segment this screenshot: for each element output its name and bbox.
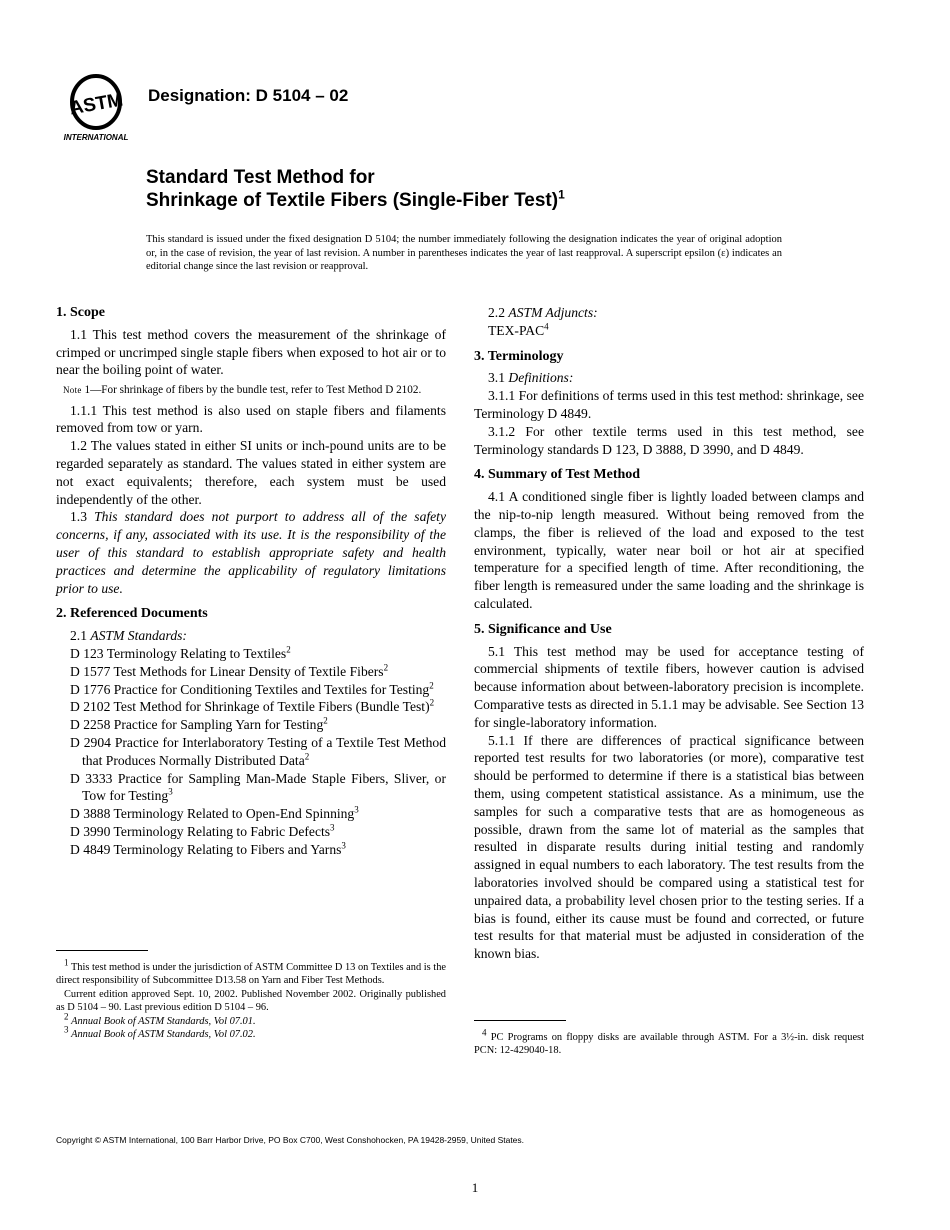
reference-footnote-ref[interactable]: 2 xyxy=(429,697,435,708)
reference-item xyxy=(70,823,446,841)
logo-text: ASTM xyxy=(68,89,125,120)
reference-item xyxy=(70,841,446,859)
footnote-2-text: Annual Book of ASTM Standards, Vol 07.01. xyxy=(71,1015,256,1027)
para-1-2: 1.2 The values stated in either SI units or inch-pound units are to be regarded separately as standard. The values stated in either system are not exact equivalents; therefore, each system must be used independently of the other. xyxy=(56,438,446,507)
footnote-1-text: This test method is under the jurisdiction of ASTM Committee D 13 on Textiles and is the direct responsibility of Subcommittee D13.58 on Yarn and Fiber Test Methods. xyxy=(56,962,446,987)
para-2-1-num: 2.1 xyxy=(70,628,87,644)
reference-text: D 3990 Terminology Relating to Fabric Defects xyxy=(70,823,331,839)
footnote-2-mark: 2 xyxy=(64,1011,69,1022)
footnotes-left xyxy=(56,950,446,1041)
footnote-1-mark: 1 xyxy=(64,957,69,968)
reference-text: D 1577 Test Methods for Linear Density of Textile Fibers xyxy=(70,663,384,679)
reference-text: D 2904 Practice for Interlaboratory Testing of a Textile Test Method that Produces Normally Distributed Data xyxy=(70,734,446,768)
title-footnote-ref[interactable]: 1 xyxy=(558,187,565,202)
para-2-1-label: ASTM Standards: xyxy=(90,628,187,644)
reference-footnote-ref[interactable]: 2 xyxy=(429,680,434,691)
section-5-heading: 5. Significance and Use xyxy=(474,621,612,637)
adjunct-footnote-ref[interactable]: 4 xyxy=(544,321,549,332)
reference-item xyxy=(70,663,446,681)
designation: Designation: D 5104 – 02 xyxy=(148,86,349,105)
para-5-1: 5.1 This test method may be used for acceptance testing of commercial shipments of textile fibers, however caution is advised because information about between-laboratory precision is incomplete. Comparative tests as directed in 5.1.1 may be advisable. See Section 13 for single-laboratory information. xyxy=(474,643,864,730)
title-line-1: Standard Test Method for xyxy=(146,167,375,188)
para-5-1-1: 5.1.1 If there are differences of practical significance between reported test results for two laboratories (or more), comparative test should be performed to determine if there is a statistical bias between them, using competent statistical assistance. As a minimum, use the samples for such a comparative tests that are as homogeneous as possible, drawn from the same lot of material as the samples that resulted in disparate results during initial testing and randomly assigned in equal numbers to each laboratory. The test results from the laboratories involved should be compared using a statistical test for unpaired data, a probability level chosen prior to the testing series. If a bias is found, either its cause must be found and corrected, or future test results for that material must be adjusted in consideration of the known bias. xyxy=(474,732,864,962)
reference-footnote-ref[interactable]: 2 xyxy=(323,715,328,726)
para-2-2-num: 2.2 xyxy=(488,305,505,320)
footnote-2 xyxy=(56,1011,446,1028)
para-2-1 xyxy=(56,627,446,645)
para-3-1-num: 3.1 xyxy=(488,370,505,386)
para-1-3 xyxy=(56,508,446,597)
para-1-3-text: This standard does not purport to address all of the safety concerns, if any, associated with its use. It is the responsibility of the user of this standard to establish appropriate safety and health practices and determine the applicability of regulatory limitations prior to use. xyxy=(56,509,446,596)
note-1-text: 1—For shrinkage of fibers by the bundle test, refer to Test Method D 2102. xyxy=(84,384,422,397)
reference-item xyxy=(70,698,446,716)
reference-footnote-ref[interactable]: 2 xyxy=(304,751,310,762)
para-1-1: 1.1 This test method covers the measurement of the shrinkage of crimped or uncrimped single staple fibers when exposed to hot air or to near the boiling point of water. xyxy=(56,326,446,378)
section-1-heading: 1. Scope xyxy=(56,305,105,320)
footnotes-right xyxy=(474,1020,864,1058)
footnote-4-mark: 4 xyxy=(482,1027,487,1038)
section-3-heading: 3. Terminology xyxy=(474,348,564,364)
adjunct-text: TEX-PAC xyxy=(488,322,545,338)
para-3-1 xyxy=(474,369,864,387)
reference-text: D 123 Terminology Relating to Textiles xyxy=(70,645,287,661)
reference-text: D 2258 Practice for Sampling Yarn for Testing xyxy=(70,717,324,733)
section-2-heading: 2. Referenced Documents xyxy=(56,606,208,622)
left-column xyxy=(56,304,446,859)
reference-text: D 1776 Practice for Conditioning Textiles and Textiles for Testing xyxy=(70,681,430,697)
reference-item xyxy=(70,770,446,806)
para-3-1-1: 3.1.1 For definitions of terms used in this test method: shrinkage, see Terminology D 4849. xyxy=(474,388,864,421)
para-2-2-label: ASTM Adjuncts: xyxy=(508,305,598,320)
reference-item xyxy=(70,734,446,770)
reference-footnote-ref[interactable]: 3 xyxy=(354,804,359,815)
standard-note: This standard is issued under the fixed designation D 5104; the number immediately following the designation indicates the year of original adoption or, in the case of revision, the year of last revision. A number in parentheses indicates the year of last reapproval. A superscript epsilon (ε) indicates an editorial change since the last revision or reapproval. xyxy=(146,234,782,273)
reference-footnote-ref[interactable]: 2 xyxy=(286,644,291,655)
reference-footnote-ref[interactable]: 2 xyxy=(383,662,389,673)
logo-subtitle: INTERNATIONAL xyxy=(63,133,129,142)
footnote-3-text: Annual Book of ASTM Standards, Vol 07.02. xyxy=(71,1029,256,1041)
footnote-4-text: PC Programs on floppy disks are available through ASTM. For a 3½-in. disk request PCN: 12-429040-18. xyxy=(474,1032,864,1057)
reference-item xyxy=(70,716,446,734)
footnote-3-mark: 3 xyxy=(64,1024,69,1035)
page-number: 1 xyxy=(471,1180,479,1195)
right-column xyxy=(474,304,864,963)
note-1 xyxy=(56,383,446,397)
page-title xyxy=(146,166,565,212)
para-3-1-label: Definitions: xyxy=(508,370,574,386)
reference-footnote-ref[interactable]: 3 xyxy=(168,786,173,797)
reference-footnote-ref[interactable]: 3 xyxy=(341,840,346,851)
para-1-3-num: 1.3 xyxy=(70,509,87,525)
astm-logo xyxy=(56,72,136,144)
reference-text: D 3888 Terminology Related to Open-End Spinning xyxy=(70,806,355,822)
reference-text: D 4849 Terminology Relating to Fibers and Yarns xyxy=(70,841,342,857)
footnote-1 xyxy=(56,957,446,988)
para-4-1: 4.1 A conditioned single fiber is lightly loaded between clamps and the nip-to-nip length measured. Without being removed from the clamps, the fiber is relieved of the load and exposed to the test environment, typically, water near boil or hot air at specified temperature for a specified length of time. After reconditioning, the fiber length is remeasured under the same loading and the shrinkage is calculated. xyxy=(474,489,864,611)
reference-list xyxy=(56,645,446,859)
copyright: Copyright © ASTM International, 100 Barr Harbor Drive, PO Box C700, West Conshohocken, PA 19428-2959, United States. xyxy=(56,1135,525,1145)
reference-item xyxy=(70,681,446,699)
note-1-label: Note xyxy=(63,385,82,396)
para-1-1-1: 1.1.1 This test method is also used on staple fibers and filaments removed from tow or yarn. xyxy=(56,402,446,436)
reference-text: D 3333 Practice for Sampling Man-Made Staple Fibers, Sliver, or Tow for Testing xyxy=(70,770,446,804)
title-line-2 xyxy=(146,189,565,212)
reference-item xyxy=(70,645,446,663)
adjunct xyxy=(474,322,864,340)
para-2-2 xyxy=(474,304,864,322)
section-4-heading: 4. Summary of Test Method xyxy=(474,467,641,483)
footnote-4 xyxy=(474,1027,864,1058)
para-3-1-2: 3.1.2 For other textile terms used in this test method, see Terminology standards D 123, D 3888, D 3990, and D 4849. xyxy=(474,423,864,457)
astm-logo-mark xyxy=(56,72,136,144)
footnote-3 xyxy=(56,1024,446,1041)
footnote-1b: Current edition approved Sept. 10, 2002. Published November 2002. Originally published as D 5104 – 90. Last previous edition D 5104 – 96. xyxy=(56,988,446,1014)
title-line-2-text: Shrinkage of Textile Fibers (Single-Fiber Test) xyxy=(146,190,559,211)
reference-footnote-ref[interactable]: 3 xyxy=(330,822,335,833)
reference-item xyxy=(70,805,446,823)
reference-text: D 2102 Test Method for Shrinkage of Textile Fibers (Bundle Test) xyxy=(70,699,430,715)
